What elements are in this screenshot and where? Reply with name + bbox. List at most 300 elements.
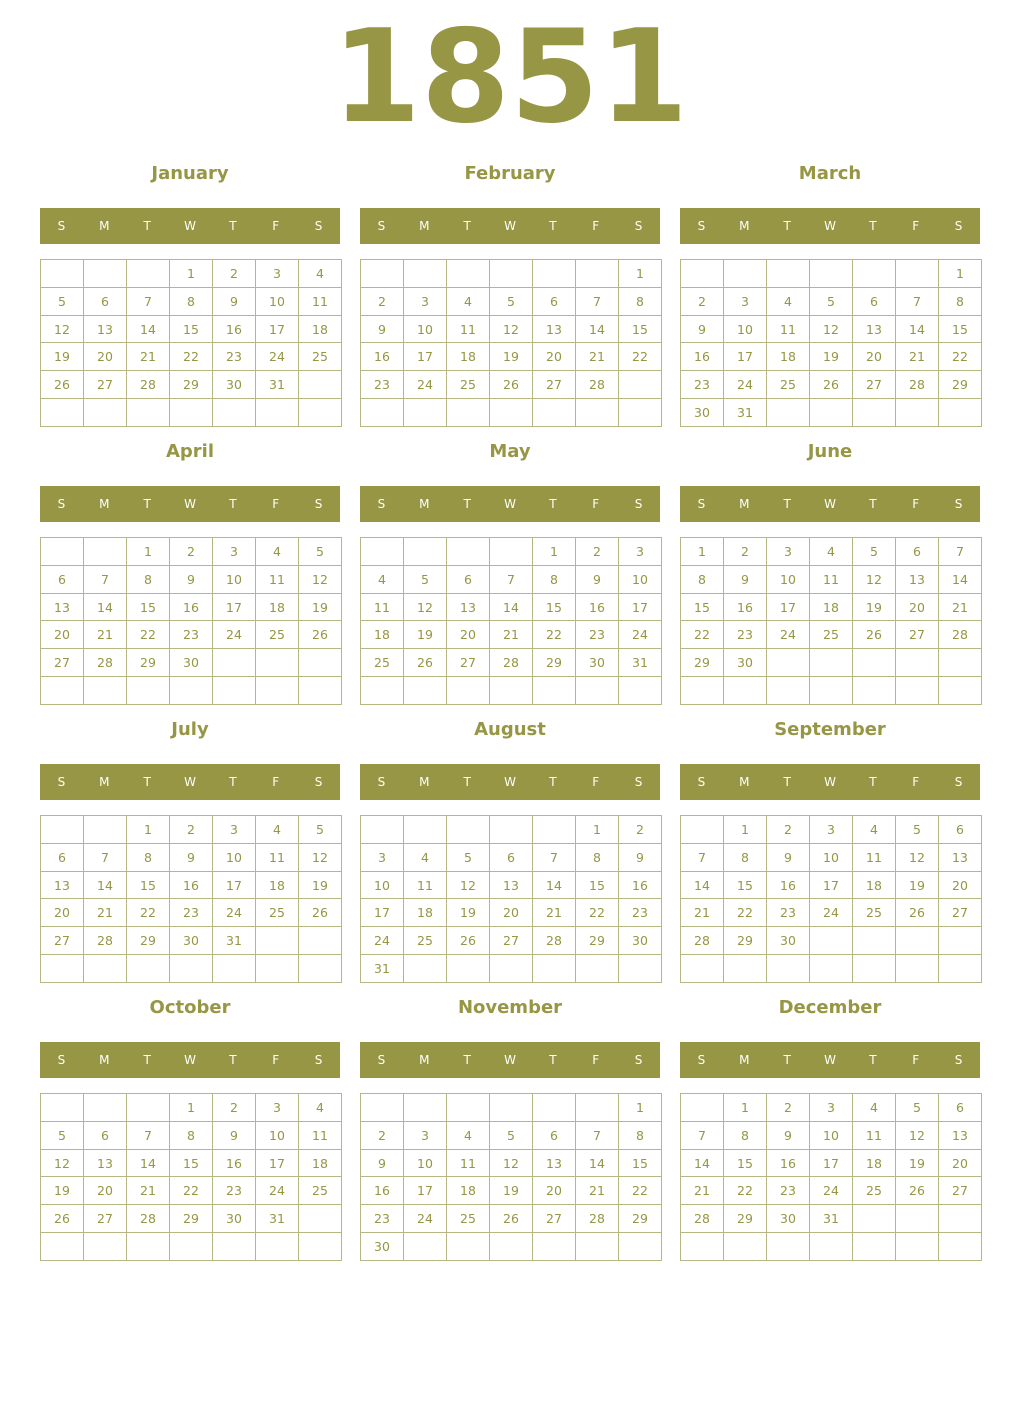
day-cell: 3 <box>213 538 256 566</box>
week-row <box>361 565 662 593</box>
day-cell <box>767 260 810 288</box>
week-row <box>41 677 342 705</box>
day-cell: 28 <box>681 927 724 955</box>
week-row <box>41 1205 342 1233</box>
day-cell <box>533 677 576 705</box>
day-cell <box>767 1233 810 1261</box>
day-cell <box>127 399 170 427</box>
day-cell: 26 <box>853 621 896 649</box>
day-cell: 22 <box>724 1177 767 1205</box>
day-cell: 20 <box>853 343 896 371</box>
weekday-header: F <box>272 775 280 789</box>
day-cell <box>767 649 810 677</box>
month-name: December <box>778 997 882 1018</box>
day-cell <box>810 955 853 983</box>
weekday-header: T <box>463 219 471 233</box>
day-cell: 14 <box>127 1149 170 1177</box>
day-cell <box>361 677 404 705</box>
day-cell: 10 <box>404 315 447 343</box>
weekday-header-row <box>360 208 660 244</box>
day-cell: 23 <box>170 899 213 927</box>
weekday-header: F <box>912 219 920 233</box>
day-cell <box>896 927 939 955</box>
day-cell <box>681 1233 724 1261</box>
day-cell <box>619 677 662 705</box>
day-cell: 16 <box>213 1149 256 1177</box>
weekday-header: S <box>954 497 963 511</box>
day-cell: 23 <box>213 1177 256 1205</box>
weekday-header: T <box>463 497 471 511</box>
day-cell: 3 <box>810 816 853 844</box>
day-cell <box>810 927 853 955</box>
day-cell: 2 <box>619 816 662 844</box>
day-cell <box>576 260 619 288</box>
day-cell <box>447 955 490 983</box>
day-cell: 27 <box>939 1177 982 1205</box>
week-row <box>681 1177 982 1205</box>
day-cell: 27 <box>533 371 576 399</box>
day-cell: 7 <box>576 287 619 315</box>
day-cell: 3 <box>256 260 299 288</box>
day-cell: 28 <box>576 371 619 399</box>
week-row <box>681 1121 982 1149</box>
day-cell: 6 <box>853 287 896 315</box>
day-cell: 7 <box>84 843 127 871</box>
week-row <box>41 399 342 427</box>
day-cell: 15 <box>127 871 170 899</box>
week-row <box>681 955 982 983</box>
week-row <box>681 927 982 955</box>
day-cell: 4 <box>404 843 447 871</box>
week-row <box>681 843 982 871</box>
day-cell: 2 <box>681 287 724 315</box>
day-cell: 4 <box>810 538 853 566</box>
day-cell: 12 <box>41 315 84 343</box>
day-cell <box>256 399 299 427</box>
day-cell: 27 <box>84 1205 127 1233</box>
day-cell: 22 <box>681 621 724 649</box>
week-row <box>41 565 342 593</box>
day-cell: 19 <box>299 871 342 899</box>
day-cell <box>810 260 853 288</box>
day-grid <box>680 259 982 427</box>
weekday-header-row <box>680 486 980 522</box>
day-cell: 22 <box>724 899 767 927</box>
day-cell: 4 <box>767 287 810 315</box>
day-cell: 24 <box>256 343 299 371</box>
week-row <box>681 565 982 593</box>
day-cell: 17 <box>213 593 256 621</box>
day-cell: 27 <box>939 899 982 927</box>
day-cell: 3 <box>256 1094 299 1122</box>
day-cell: 23 <box>681 371 724 399</box>
day-cell <box>853 677 896 705</box>
month-name: June <box>807 441 853 462</box>
day-cell: 13 <box>84 1149 127 1177</box>
day-cell <box>576 677 619 705</box>
day-cell: 16 <box>767 1149 810 1177</box>
day-cell: 26 <box>490 371 533 399</box>
day-grid <box>40 815 342 983</box>
week-row <box>681 593 982 621</box>
day-cell: 26 <box>896 1177 939 1205</box>
day-cell: 28 <box>896 371 939 399</box>
weekday-header: M <box>419 219 430 233</box>
day-cell: 23 <box>170 621 213 649</box>
weekday-header: F <box>912 497 920 511</box>
weekday-header: S <box>697 1053 706 1067</box>
day-cell <box>361 260 404 288</box>
day-cell <box>533 260 576 288</box>
day-cell <box>447 1094 490 1122</box>
day-cell <box>490 955 533 983</box>
weekday-header: T <box>869 219 877 233</box>
day-cell <box>939 677 982 705</box>
month-name: October <box>149 997 231 1018</box>
day-cell: 29 <box>576 927 619 955</box>
day-cell: 14 <box>490 593 533 621</box>
day-cell <box>810 399 853 427</box>
day-cell: 25 <box>767 371 810 399</box>
day-cell <box>213 399 256 427</box>
day-cell <box>896 1205 939 1233</box>
day-cell: 17 <box>810 871 853 899</box>
day-cell <box>939 649 982 677</box>
day-cell: 9 <box>681 315 724 343</box>
day-cell: 14 <box>681 1149 724 1177</box>
day-cell <box>41 538 84 566</box>
year-title: 1851 <box>331 3 689 152</box>
day-cell: 16 <box>619 871 662 899</box>
week-row <box>681 343 982 371</box>
weekday-header: T <box>463 775 471 789</box>
day-cell <box>127 260 170 288</box>
day-cell: 9 <box>213 1121 256 1149</box>
day-cell: 28 <box>127 1205 170 1233</box>
weekday-header: M <box>419 1053 430 1067</box>
week-row <box>41 1149 342 1177</box>
week-row <box>41 899 342 927</box>
day-cell <box>853 1233 896 1261</box>
day-cell: 21 <box>533 899 576 927</box>
day-cell: 3 <box>404 287 447 315</box>
day-cell: 22 <box>939 343 982 371</box>
day-cell: 15 <box>681 593 724 621</box>
day-cell <box>724 260 767 288</box>
day-cell: 25 <box>447 1205 490 1233</box>
day-cell: 29 <box>170 371 213 399</box>
weekday-header: S <box>697 775 706 789</box>
day-cell: 14 <box>681 871 724 899</box>
week-row <box>681 677 982 705</box>
day-cell <box>576 955 619 983</box>
day-cell: 13 <box>939 1121 982 1149</box>
day-cell: 13 <box>533 1149 576 1177</box>
day-cell <box>619 371 662 399</box>
day-cell <box>576 1094 619 1122</box>
day-cell <box>447 1233 490 1261</box>
day-cell: 23 <box>724 621 767 649</box>
week-row <box>41 260 342 288</box>
day-cell: 16 <box>361 343 404 371</box>
day-cell: 31 <box>256 1205 299 1233</box>
day-cell: 27 <box>896 621 939 649</box>
day-cell <box>404 538 447 566</box>
week-row <box>681 621 982 649</box>
day-cell: 5 <box>299 538 342 566</box>
weekday-header: S <box>377 497 386 511</box>
day-cell <box>404 399 447 427</box>
weekday-header: T <box>229 775 237 789</box>
day-cell: 30 <box>619 927 662 955</box>
day-cell <box>619 399 662 427</box>
day-cell: 17 <box>361 899 404 927</box>
day-cell: 13 <box>490 871 533 899</box>
day-cell: 3 <box>724 287 767 315</box>
day-grid <box>40 1093 342 1261</box>
weekday-header: W <box>824 1053 836 1067</box>
day-cell: 24 <box>213 621 256 649</box>
day-cell <box>939 1233 982 1261</box>
day-cell: 18 <box>404 899 447 927</box>
day-cell: 24 <box>213 899 256 927</box>
day-cell: 31 <box>619 649 662 677</box>
day-cell: 7 <box>576 1121 619 1149</box>
day-cell: 23 <box>361 1205 404 1233</box>
day-cell <box>490 677 533 705</box>
week-row <box>41 1177 342 1205</box>
weekday-header: M <box>99 219 110 233</box>
week-row <box>41 1233 342 1261</box>
day-cell <box>896 677 939 705</box>
day-cell <box>84 260 127 288</box>
day-cell: 24 <box>619 621 662 649</box>
day-cell: 13 <box>533 315 576 343</box>
day-cell <box>404 260 447 288</box>
day-grid <box>680 1093 982 1261</box>
weekday-header: W <box>504 497 516 511</box>
week-row <box>361 343 662 371</box>
month-name: September <box>774 719 886 740</box>
day-cell: 18 <box>767 343 810 371</box>
day-cell <box>939 955 982 983</box>
day-cell: 4 <box>256 538 299 566</box>
day-cell <box>681 955 724 983</box>
day-cell: 15 <box>170 315 213 343</box>
day-cell: 26 <box>896 899 939 927</box>
day-cell <box>361 816 404 844</box>
day-cell: 25 <box>299 343 342 371</box>
weekday-header: T <box>783 775 791 789</box>
day-cell: 29 <box>681 649 724 677</box>
day-cell: 15 <box>127 593 170 621</box>
day-cell: 24 <box>361 927 404 955</box>
day-cell: 22 <box>619 343 662 371</box>
day-cell: 17 <box>767 593 810 621</box>
day-cell <box>170 1233 213 1261</box>
day-cell: 26 <box>41 371 84 399</box>
day-cell <box>896 955 939 983</box>
day-cell <box>299 371 342 399</box>
day-cell: 10 <box>810 843 853 871</box>
weekday-header: M <box>739 219 750 233</box>
day-cell: 20 <box>41 899 84 927</box>
day-cell: 12 <box>490 1149 533 1177</box>
day-cell: 8 <box>170 1121 213 1149</box>
day-cell: 4 <box>299 1094 342 1122</box>
day-cell: 24 <box>810 899 853 927</box>
weekday-header: T <box>549 775 557 789</box>
day-cell <box>170 677 213 705</box>
day-cell: 29 <box>127 927 170 955</box>
day-cell <box>853 399 896 427</box>
day-cell: 22 <box>619 1177 662 1205</box>
day-cell: 5 <box>41 287 84 315</box>
day-cell: 9 <box>213 287 256 315</box>
weekday-header: S <box>697 497 706 511</box>
weekday-header: M <box>99 497 110 511</box>
day-cell <box>404 677 447 705</box>
day-cell: 5 <box>490 1121 533 1149</box>
day-cell: 1 <box>619 1094 662 1122</box>
day-cell: 25 <box>447 371 490 399</box>
day-cell <box>810 1233 853 1261</box>
day-cell <box>299 1205 342 1233</box>
day-cell <box>724 955 767 983</box>
day-cell: 27 <box>533 1205 576 1233</box>
day-cell <box>533 1094 576 1122</box>
weekday-header: F <box>592 775 600 789</box>
weekday-header: F <box>272 219 280 233</box>
day-cell: 20 <box>939 871 982 899</box>
day-cell: 19 <box>404 621 447 649</box>
weekday-header: W <box>824 775 836 789</box>
day-cell: 15 <box>619 315 662 343</box>
day-cell <box>533 399 576 427</box>
day-cell: 23 <box>767 899 810 927</box>
week-row <box>41 871 342 899</box>
week-row <box>681 287 982 315</box>
day-cell: 25 <box>256 621 299 649</box>
day-cell: 6 <box>939 816 982 844</box>
weekday-header: F <box>272 497 280 511</box>
day-cell: 18 <box>853 1149 896 1177</box>
day-cell: 1 <box>724 816 767 844</box>
day-cell: 22 <box>533 621 576 649</box>
day-cell: 21 <box>127 1177 170 1205</box>
day-cell: 6 <box>84 1121 127 1149</box>
day-cell: 22 <box>576 899 619 927</box>
month-name: July <box>171 719 209 740</box>
day-cell: 18 <box>256 593 299 621</box>
day-cell: 15 <box>724 871 767 899</box>
day-cell: 19 <box>490 1177 533 1205</box>
day-cell: 30 <box>576 649 619 677</box>
day-cell <box>213 677 256 705</box>
week-row <box>361 871 662 899</box>
day-cell: 3 <box>810 1094 853 1122</box>
weekday-header: F <box>272 1053 280 1067</box>
day-cell: 20 <box>533 343 576 371</box>
day-cell <box>213 1233 256 1261</box>
day-cell: 6 <box>896 538 939 566</box>
day-grid <box>360 1093 662 1261</box>
week-row <box>361 1149 662 1177</box>
day-cell: 4 <box>361 565 404 593</box>
day-cell: 4 <box>447 1121 490 1149</box>
day-cell: 8 <box>576 843 619 871</box>
day-cell <box>490 1233 533 1261</box>
day-cell: 12 <box>447 871 490 899</box>
day-cell: 22 <box>127 621 170 649</box>
month-name: May <box>489 441 531 462</box>
weekday-header: W <box>504 219 516 233</box>
day-cell: 7 <box>896 287 939 315</box>
day-cell: 5 <box>447 843 490 871</box>
weekday-header: S <box>954 1053 963 1067</box>
weekday-header: S <box>954 775 963 789</box>
day-cell: 30 <box>213 371 256 399</box>
day-cell: 11 <box>447 315 490 343</box>
day-cell: 11 <box>299 1121 342 1149</box>
day-cell <box>681 1094 724 1122</box>
day-cell <box>170 399 213 427</box>
day-cell: 15 <box>724 1149 767 1177</box>
day-cell: 26 <box>299 899 342 927</box>
day-cell <box>533 816 576 844</box>
day-cell: 9 <box>724 565 767 593</box>
week-row <box>361 816 662 844</box>
day-cell: 12 <box>299 843 342 871</box>
day-cell: 20 <box>533 1177 576 1205</box>
weekday-header-row <box>40 764 340 800</box>
weekday-header: F <box>912 775 920 789</box>
weekday-header: T <box>869 1053 877 1067</box>
weekday-header-row <box>680 208 980 244</box>
day-cell <box>896 399 939 427</box>
day-cell: 18 <box>361 621 404 649</box>
day-cell: 10 <box>724 315 767 343</box>
day-cell: 9 <box>170 843 213 871</box>
day-cell: 29 <box>127 649 170 677</box>
day-cell: 23 <box>213 343 256 371</box>
day-cell: 18 <box>447 343 490 371</box>
day-cell: 25 <box>853 899 896 927</box>
day-cell: 5 <box>490 287 533 315</box>
day-cell: 2 <box>576 538 619 566</box>
day-cell: 21 <box>576 1177 619 1205</box>
weekday-header: W <box>504 1053 516 1067</box>
weekday-header: T <box>229 219 237 233</box>
day-cell: 2 <box>361 287 404 315</box>
week-row <box>361 399 662 427</box>
day-cell <box>619 1233 662 1261</box>
day-cell: 13 <box>853 315 896 343</box>
day-cell: 16 <box>170 871 213 899</box>
day-cell: 24 <box>256 1177 299 1205</box>
day-cell: 4 <box>256 816 299 844</box>
day-cell <box>447 260 490 288</box>
day-cell: 3 <box>404 1121 447 1149</box>
day-cell <box>84 1094 127 1122</box>
day-grid <box>40 259 342 427</box>
day-cell: 26 <box>299 621 342 649</box>
day-cell: 2 <box>724 538 767 566</box>
day-cell: 17 <box>404 343 447 371</box>
week-row <box>41 343 342 371</box>
weekday-header: W <box>184 1053 196 1067</box>
day-cell: 12 <box>490 315 533 343</box>
